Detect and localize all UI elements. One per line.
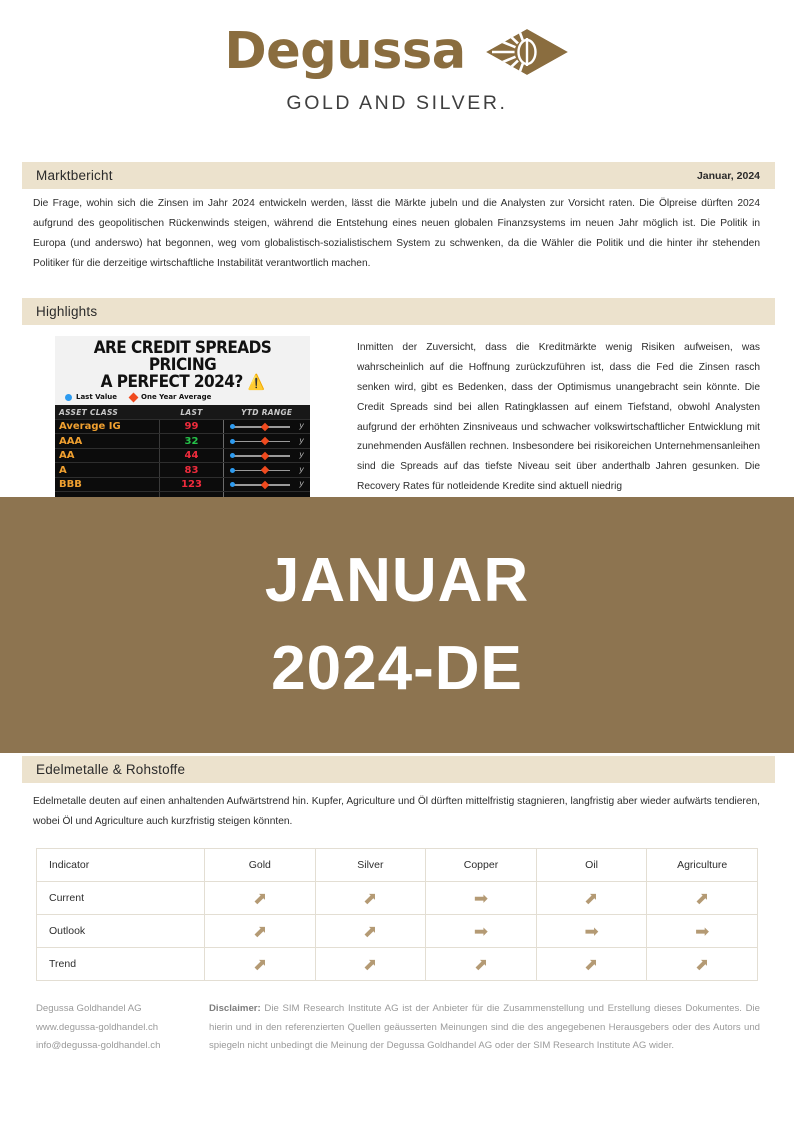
table-row: Average IG 99 y (55, 419, 310, 434)
chart-col-last: LAST (160, 405, 224, 419)
header-silver: Silver (315, 849, 426, 882)
logo-wordmark: Degussa (224, 22, 466, 81)
edelmetalle-body: Edelmetalle deuten auf einen anhaltenden Aufwärtstrend hin. Kupfer, Agriculture und Öl dürften mittelfristig stagnieren, langfristig aber wieder aufwärts tendieren, wobei Öl und Agriculture auch kurzfristig steigen könnten. (33, 796, 760, 827)
arrow-up-right-icon: ➡ (248, 886, 272, 910)
section-bar-marktbericht (22, 162, 775, 189)
header-indicator: Indicator (37, 849, 205, 882)
table-row: AA 44 y (55, 448, 310, 463)
marktbericht-body: Die Frage, wohin sich die Zinsen im Jahr 2024 entwickeln werden, lässt die Märkte jubeln und die Analysten zur Vorsicht raten. Die Ölpreise dürften 2024 aufgrund des geopolitischen Rückenwinds steigen, während die Entstehung eines neuen globalen Finanzsystems im neuen Jahr möglich ist. Die Politik in Europa (und anderswo) hat begonnen, weg vom globalistisch-sozialistischem System zu schwenken, da die Wähler die Politik und die hinter ihr stehenden Politiker für die derzeitige wirtschaftliche Instabilität verantwortlich machen. (33, 198, 760, 269)
commodity-indicator-table (36, 848, 758, 981)
arrow-up-right-icon: ➡ (690, 886, 714, 910)
disclaimer-label: Disclaimer: (209, 1003, 261, 1014)
chart-table-header-row (55, 405, 310, 419)
edelmetalle-title: Edelmetalle & Rohstoffe (36, 762, 186, 777)
header-agriculture: Agriculture (647, 849, 758, 882)
row-label-trend: Trend (37, 948, 205, 981)
chart-title-line2: A PERFECT 2024? ⚠️ (100, 371, 265, 391)
footer-website[interactable]: www.degussa-goldhandel.ch (36, 1021, 159, 1033)
highlights-title: Highlights (36, 304, 98, 319)
table-row: BBB 123 y (55, 477, 310, 492)
table-row-trend (37, 948, 758, 981)
legend-item-one-year-average: One Year Average (130, 393, 211, 401)
legend-diamond-icon (129, 393, 139, 403)
ytd-range-indicator: y (228, 435, 306, 448)
chart-legend (59, 390, 306, 402)
arrow-up-right-icon: ➡ (690, 952, 714, 976)
ytd-range-indicator: y (228, 420, 306, 433)
disclaimer-text: Die SIM Research Institute AG ist der Anbieter für die Zusammenstellung und Erstellung dieses Dokumentes. Die hierin und in den referenzierten Quellen geäusserten Meinungen sind die des angegebenen Herausgebers oder des Autors und spiegeln nicht unbedingt die Meinung der Degussa Goldhandel AG oder der SIM Research Institute AG wider. (209, 1003, 760, 1052)
table-header-row (37, 849, 758, 882)
footer-company: Degussa Goldhandel AG (36, 1003, 142, 1014)
overlay-line-month: JANUAR (264, 545, 530, 615)
chart-col-ytd-range: YTD RANGE (224, 405, 311, 419)
marktbericht-date: Januar, 2024 (696, 169, 760, 182)
chart-header (55, 336, 310, 405)
arrow-up-right-icon: ➡ (579, 952, 604, 976)
legend-item-last-value: Last Value (65, 393, 117, 401)
footer-email[interactable]: info@degussa-goldhandel.ch (36, 1040, 161, 1052)
chart-title-line1: ARE CREDIT SPREADS PRICING (93, 338, 272, 374)
arrow-right-icon: ➡ (584, 921, 599, 941)
row-label-current: Current (37, 882, 205, 915)
header-oil: Oil (536, 849, 647, 882)
footer-contact-block (36, 1000, 204, 1056)
brand-logo (0, 22, 794, 115)
arrow-up-right-icon: ➡ (248, 919, 272, 943)
table-row-outlook (37, 915, 758, 948)
arrow-up-right-icon: ➡ (358, 952, 383, 976)
arrow-up-right-icon: ➡ (579, 886, 604, 910)
arrow-up-right-icon: ➡ (469, 952, 493, 976)
row-label-outlook: Outlook (37, 915, 205, 948)
warning-triangle-icon: ⚠️ (247, 372, 265, 391)
ytd-range-indicator: y (228, 478, 306, 491)
section-bar-edelmetalle (22, 756, 775, 783)
logo-tagline: GOLD AND SILVER. (286, 92, 508, 114)
footer-disclaimer (209, 1000, 760, 1056)
ytd-range-indicator: y (228, 449, 306, 462)
chart-col-asset-class: ASSET CLASS (55, 405, 160, 419)
legend-circle-icon (65, 394, 72, 401)
arrow-right-icon: ➡ (695, 921, 710, 941)
credit-spreads-chart-figure (55, 336, 310, 498)
section-bar-highlights (22, 298, 775, 325)
table-row: A 83 y (55, 463, 310, 478)
arrow-up-right-icon: ➡ (358, 919, 383, 943)
overlay-line-year: 2024-DE (271, 634, 523, 703)
arrow-up-right-icon: ➡ (248, 952, 272, 976)
table-row: AAA 32 y (55, 434, 310, 449)
header-gold: Gold (205, 849, 316, 882)
degussa-diamond-sun-icon (484, 27, 570, 77)
arrow-right-icon: ➡ (473, 888, 489, 908)
table-row-current (37, 882, 758, 915)
marktbericht-title: Marktbericht (36, 168, 113, 183)
highlights-body: Inmitten der Zuversicht, dass die Kreditmärkte wenig Risiken aufweisen, was wahrscheinlich auf die Hoffnung zurückzuführen ist, dass die Fed die Zinsen rasch senken wird, gibt es Bedenken, dass der Optimismus unangebracht sein könnte. Die Credit Spreads sind bei allen Ratingklassen auf einem Tiefstand, obwohl Analysten aufgrund der erhöhten Zinsniveaus und schwacher volkswirtschaftlicher Entwicklung mit zunehmenden Ausfällen rechnen. Insbesondere bei risikoreichen Unternehmensanleihen sind die Spreads auf das tiefste Niveau seit über anderthalb Jahren gesunken. Die Recovery Rates für notleidende Kredite sind aktuell niedrig (357, 342, 760, 493)
arrow-up-right-icon: ➡ (358, 886, 383, 910)
ytd-range-indicator: y (228, 464, 306, 477)
arrow-right-icon: ➡ (473, 921, 489, 941)
header-copper: Copper (426, 849, 537, 882)
month-overlay-banner (0, 497, 794, 753)
